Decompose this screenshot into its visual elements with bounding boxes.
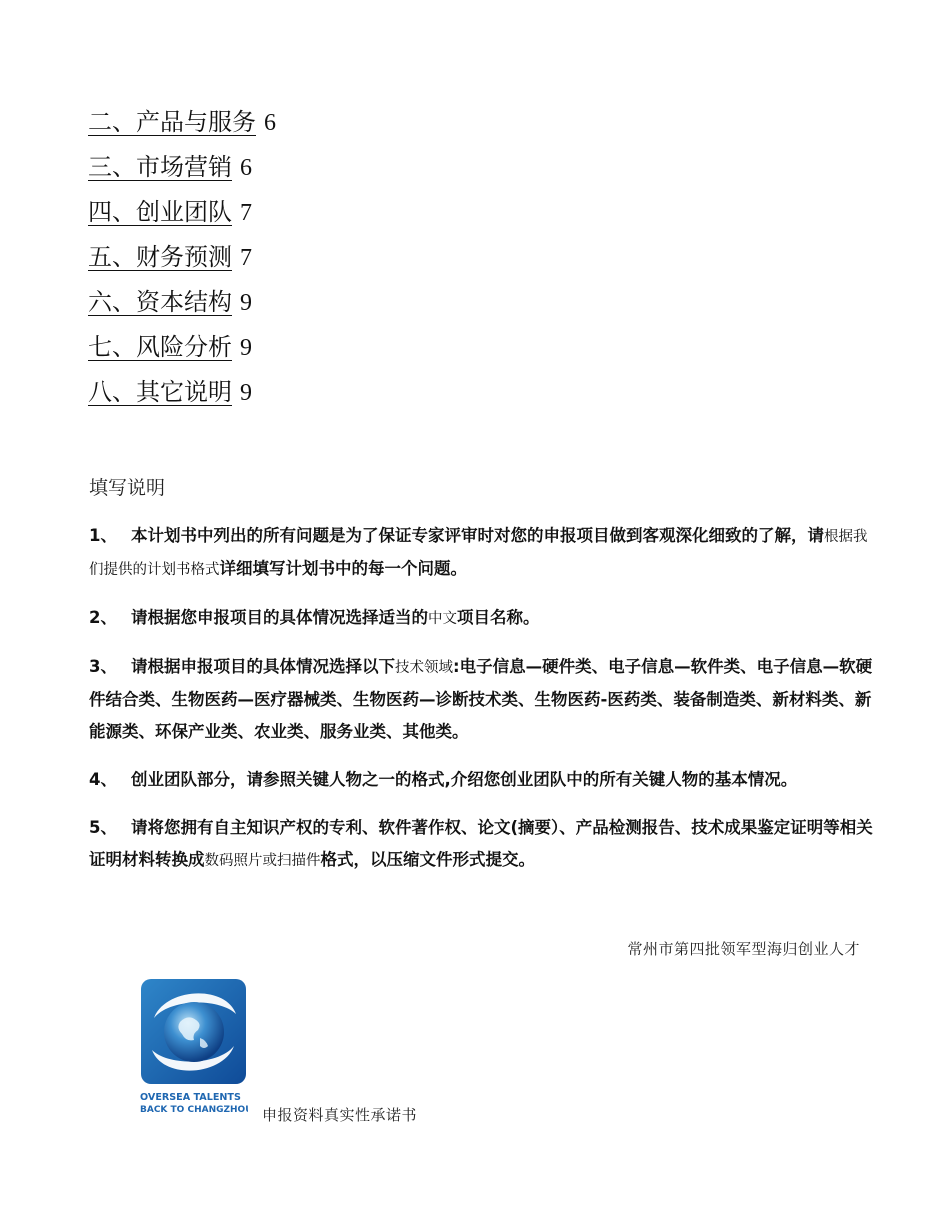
toc-row [88,102,276,147]
instructions-list [89,520,879,893]
logo-text-line1: OVERSEA TALENTS [140,1092,241,1103]
toc-page-number: 7 [240,245,252,271]
toc-page-number: 9 [240,335,252,361]
instruction-number: 4、 [89,770,117,789]
instruction-text: 详细填写计划书中的每一个问题。 [219,559,467,578]
instruction-text: 技术领域 [394,660,453,676]
instruction-text: 根据我们提供的计划书格式 [89,529,868,578]
instruction-text: :电子信息—硬件类、电子信息—软件类、电子信息—软硬件结合类、生物医药—医疗器械类、生物医药—诊断技术类、生物医药-医药类、装备制造类、新材料类、新能源类、环保产业类、农业类、服务业类、其他类。 [89,657,873,741]
instruction-number: 1、 [89,526,117,545]
instructions-heading: 填写说明 [89,477,166,499]
instruction-text: 数码照片或扫描件 [204,853,321,869]
instruction-text: 请根据申报项目的具体情况选择以下 [130,657,395,676]
toc-row [88,192,276,237]
instruction-item [89,651,879,748]
toc-row [88,147,276,192]
toc-link[interactable]: 六、资本结构 [88,288,232,316]
instruction-text: 中文 [427,611,457,627]
instruction-number: 5、 [89,818,117,837]
instruction-text: 格式，以压缩文件形式提交。 [320,850,535,869]
instruction-number: 3、 [89,657,117,676]
toc-row [88,372,276,417]
toc-page-number: 9 [240,290,252,316]
oversea-talents-logo [140,978,248,1114]
instruction-item [89,764,879,796]
instruction-item [89,520,879,586]
instruction-item [89,602,879,635]
instruction-number: 2、 [89,608,117,627]
toc-row [88,327,276,372]
instruction-text: 创业团队部分，请参照关键人物之一的格式,介绍您创业团队中的所有关键人物的基本情况。 [130,770,798,789]
table-of-contents [88,102,276,417]
logo-text-line2: BACK TO CHANGZHOU [140,1105,248,1114]
toc-row [88,237,276,282]
toc-link[interactable]: 七、风险分析 [88,333,232,361]
toc-page-number: 6 [240,155,252,181]
toc-page-number: 7 [240,200,252,226]
toc-link[interactable]: 五、财务预测 [88,243,232,271]
instruction-text: 请将您拥有自主知识产权的专利、软件著作权、论文(摘要）、产品检测报告、技术成果鉴定证明等相关证明材料转换成 [89,818,873,869]
instruction-item [89,812,879,877]
toc-page-number: 6 [264,110,276,136]
promise-title: 申报资料真实性承诺书 [262,1106,418,1124]
instruction-text: 本计划书中列出的所有问题是为了保证专家评审时对您的申报项目做到客观深化细致的了解，请 [130,526,824,545]
instruction-text: 请根据您申报项目的具体情况选择适当的 [130,608,428,627]
toc-link[interactable]: 八、其它说明 [88,378,232,406]
toc-page-number: 9 [240,380,252,406]
toc-link[interactable]: 二、产品与服务 [88,108,256,136]
organizer-line: 常州市第四批领军型海归创业人才 [627,940,860,958]
toc-link[interactable]: 四、创业团队 [88,198,232,226]
toc-row [88,282,276,327]
instruction-text: 项目名称。 [456,608,540,627]
toc-link[interactable]: 三、市场营销 [88,153,232,181]
